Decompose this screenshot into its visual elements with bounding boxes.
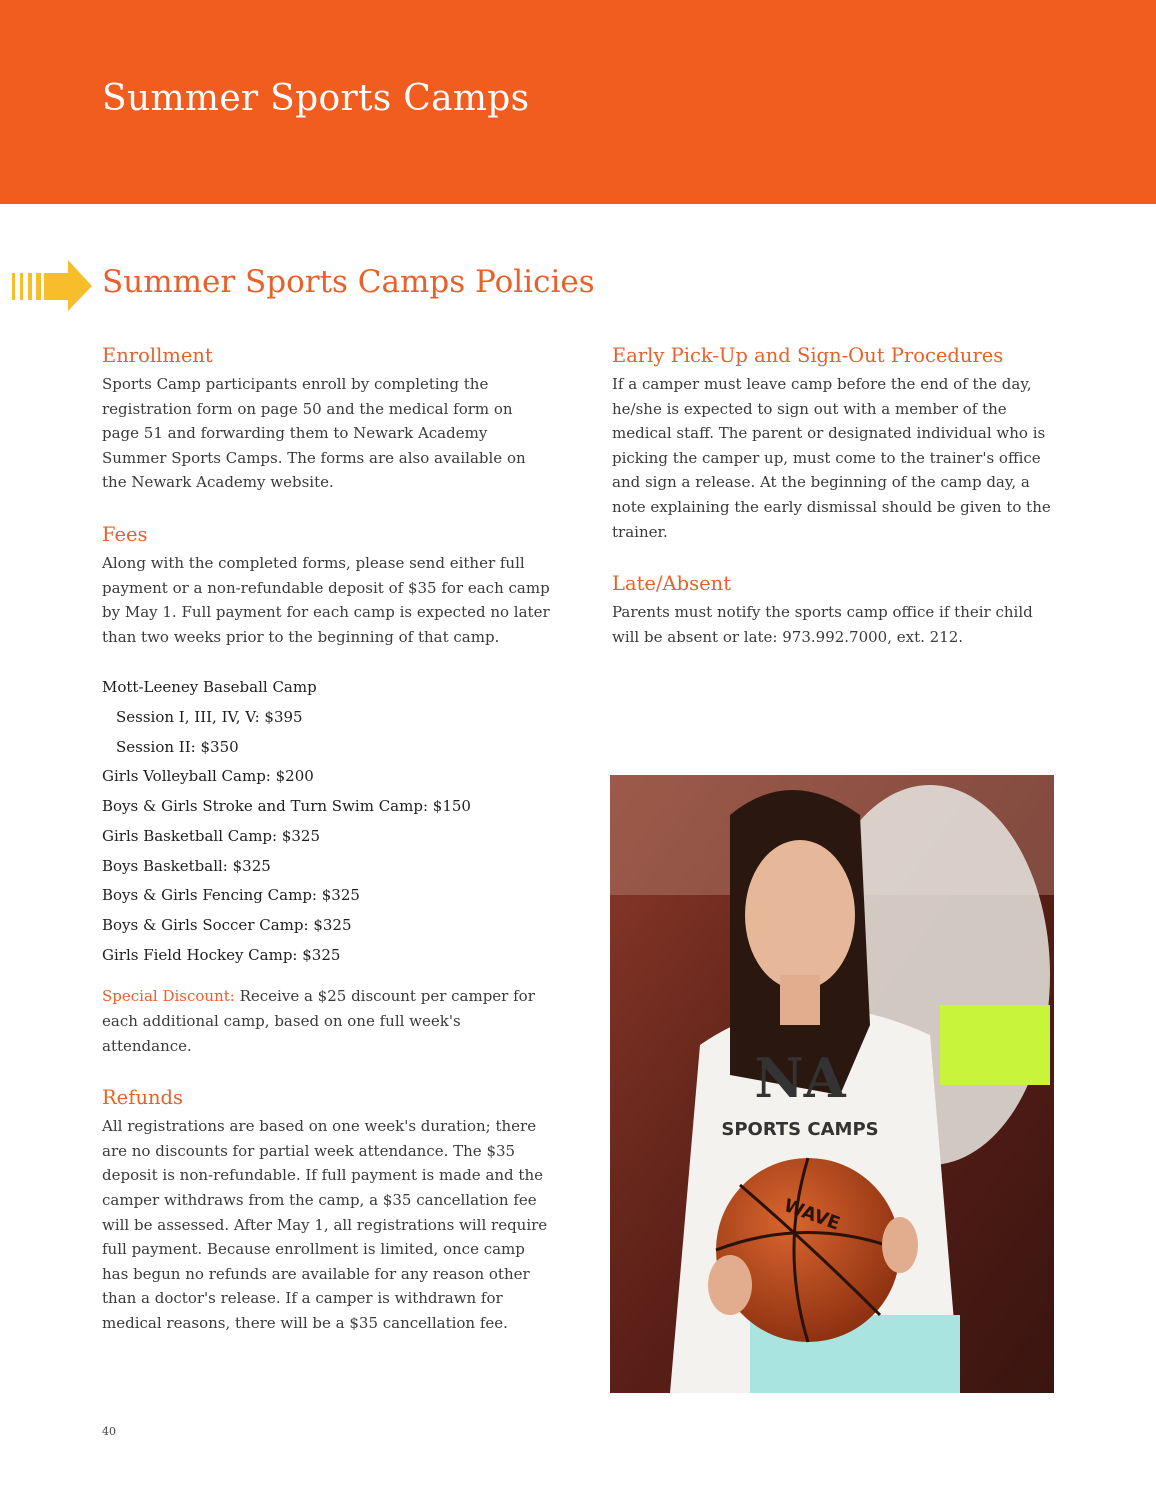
enrollment-heading: Enrollment: [102, 344, 213, 367]
refunds-body: All registrations are based on one week's duration; there are no discounts for partial week attendance. The $35 deposit is non-refundable. If full payment is made and the camper withdraws from the camp, a $35 cancellation fee will be assessed. After May 1, all registrations will require full payment. Because enrollment is limited, once camp has begun no refunds are available for any reason other than a doctor's release. If a camper is withdrawn for medical reasons, there will be a $35 cancellation fee.: [102, 1117, 548, 1332]
fees-body: Along with the completed forms, please send either full payment or a non-refundable deposit of $35 for each camp by May 1. Full payment for each camp is expected no later than two weeks prior to the beginning of that camp.: [102, 553, 550, 646]
refunds-heading: Refunds: [102, 1086, 184, 1110]
discount-label: Special Discount:: [102, 987, 235, 1006]
fee-item: Session I, III, IV, V: $395: [116, 708, 303, 727]
fee-item: Boys & Girls Stroke and Turn Swim Camp: $150: [102, 797, 471, 816]
shirt-logo: NA: [754, 1046, 846, 1110]
refunds-section: [102, 1086, 552, 1335]
fee-item: Girls Volleyball Camp: $200: [102, 767, 314, 786]
enrollment-section: [102, 344, 552, 495]
enrollment-body: Sports Camp participants enroll by completing the registration form on page 50 and the medical form on page 51 and forwarding them to Newark Academy Summer Sports Camps. The forms are also available on the Newark Academy website.: [102, 375, 526, 492]
fees-heading: Fees: [102, 522, 148, 546]
early-pickup-heading: Early Pick-Up and Sign-Out Procedures: [612, 344, 1004, 367]
discount-text: Receive a $25 discount per camper for each additional camp, based on one full week's attendance.: [102, 987, 535, 1055]
late-absent-body: Parents must notify the sports camp office if their child will be absent or late: 973.992.7000, ext. 212.: [612, 603, 1033, 646]
right-column: [612, 344, 1062, 649]
fee-item: Girls Field Hockey Camp: $325: [102, 945, 341, 964]
page-number: 40: [102, 1425, 116, 1438]
fees-section: [102, 523, 552, 1058]
section-title: Summer Sports Camps Policies: [102, 264, 595, 300]
page-header: [0, 0, 1156, 204]
arrow-icon: [10, 258, 95, 313]
late-absent-heading: Late/Absent: [612, 572, 732, 596]
late-absent-section: [612, 572, 1062, 649]
fee-item: Session II: $350: [116, 737, 239, 756]
camper-basketball-photo: [610, 775, 1054, 1393]
shirt-text: SPORTS CAMPS: [721, 1119, 879, 1140]
fee-item: Girls Basketball Camp: $325: [102, 826, 321, 845]
page-title: Summer Sports Camps: [102, 78, 530, 119]
fee-item: Mott-Leeney Baseball Camp: [102, 678, 317, 697]
ball-text: WAVE: [781, 1195, 843, 1235]
fee-item: Boys & Girls Fencing Camp: $325: [102, 886, 360, 905]
fee-item: Boys Basketball: $325: [102, 856, 271, 875]
early-pickup-section: [612, 344, 1062, 544]
fees-list: [102, 673, 552, 970]
special-discount: [102, 984, 552, 1058]
left-column: [102, 344, 552, 1336]
fee-item: Boys & Girls Soccer Camp: $325: [102, 915, 352, 934]
early-pickup-body: If a camper must leave camp before the end of the day, he/she is expected to sign out with a member of the medical staff. The parent or designated individual who is picking the camper up, must come to the trainer's office and sign a release. At the beginning of the camp day, a note explaining the early dismissal should be given to the trainer.: [612, 375, 1051, 541]
